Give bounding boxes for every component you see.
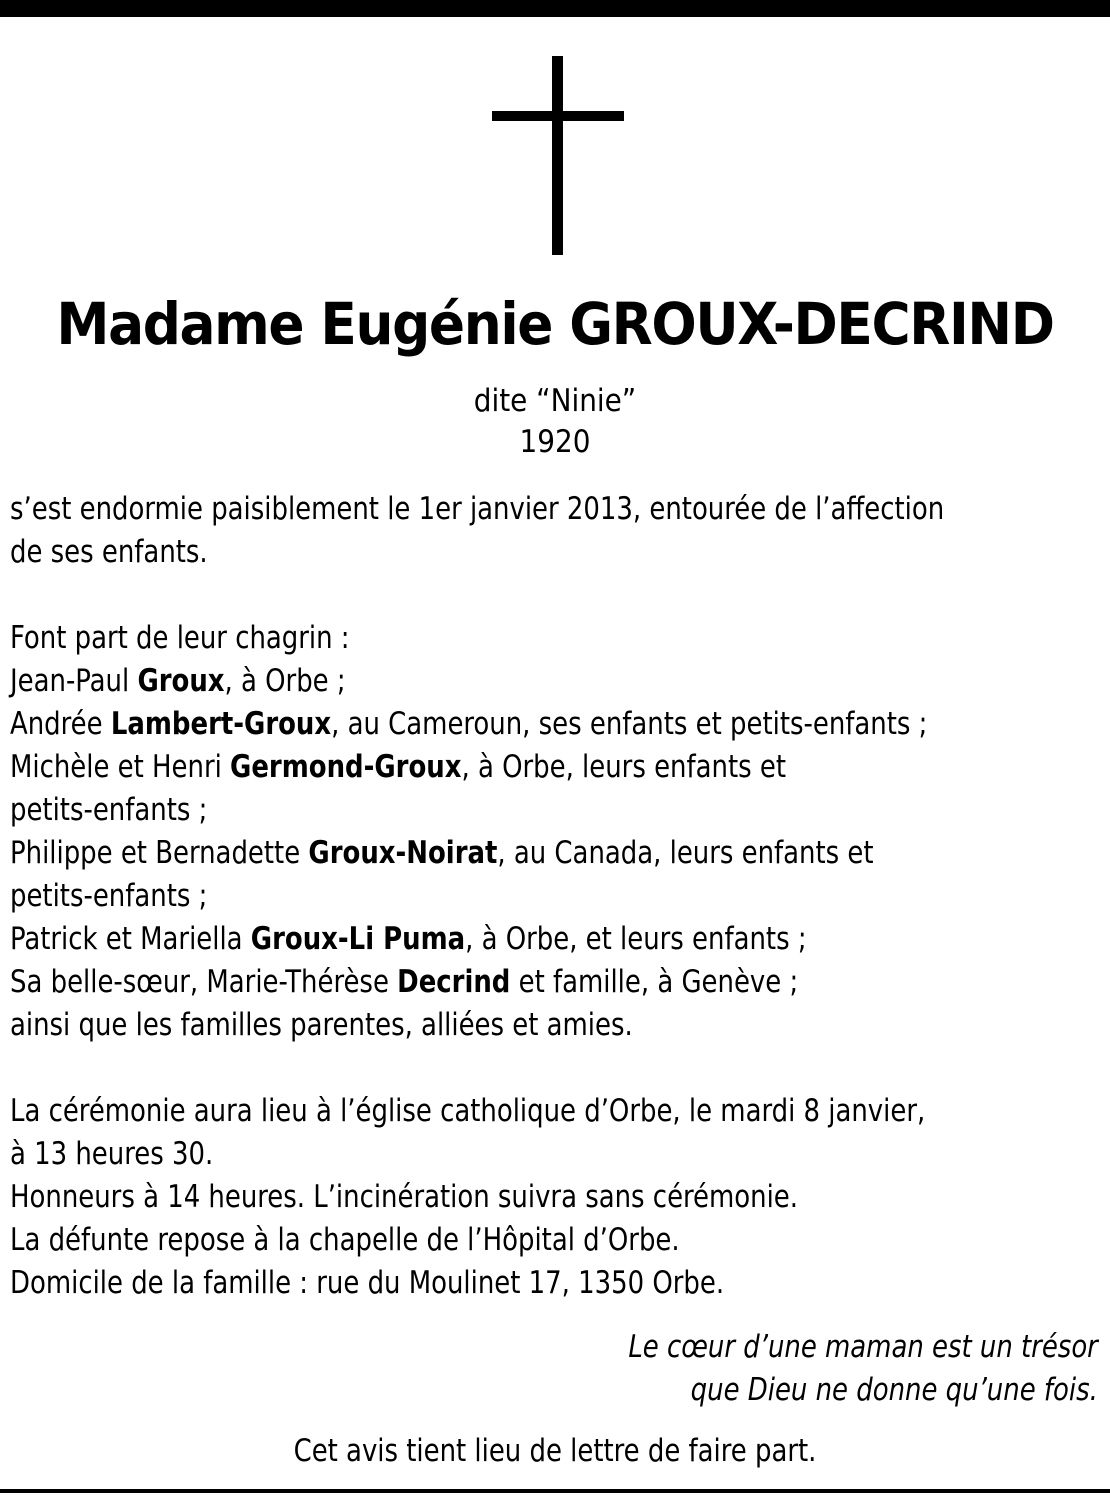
announcement-paragraph xyxy=(10,488,1028,574)
quote-line: Le cœur d’une maman est un trésor xyxy=(628,1329,1098,1365)
cross-icon xyxy=(0,0,1110,260)
mourner-line: Sa belle-sœur, Marie-Thérèse Decrind et famille, à Genève ; xyxy=(10,964,799,1000)
deceased-name: Madame Eugénie GROUX-DECRIND xyxy=(56,290,1054,358)
mourner-line: Font part de leur chagrin : xyxy=(10,620,350,656)
ceremony-paragraph xyxy=(10,1090,1028,1305)
mourner-line: Patrick et Mariella Groux-Li Puma, à Orbe, et leurs enfants ; xyxy=(10,921,807,957)
nickname: dite “Ninie” xyxy=(473,383,637,419)
announcement-line: de ses enfants. xyxy=(10,534,208,570)
footer-notice: Cet avis tient lieu de lettre de faire part. xyxy=(293,1433,817,1469)
mourner-line: Jean-Paul Groux, à Orbe ; xyxy=(10,663,346,699)
birth-year: 1920 xyxy=(519,424,591,460)
mourners-list xyxy=(10,617,1028,1047)
ceremony-line: à 13 heures 30. xyxy=(10,1136,214,1172)
memorial-quote xyxy=(628,1326,1098,1412)
announcement-line: s’est endormie paisiblement le 1er janvier 2013, entourée de l’affection xyxy=(10,491,945,527)
ceremony-line: La défunte repose à la chapelle de l’Hôpital d’Orbe. xyxy=(10,1222,680,1258)
mourner-line: ainsi que les familles parentes, alliées et amies. xyxy=(10,1007,633,1043)
mourner-line: petits-enfants ; xyxy=(10,878,208,914)
ceremony-line: La cérémonie aura lieu à l’église catholique d’Orbe, le mardi 8 janvier, xyxy=(10,1093,926,1129)
bottom-border-rule xyxy=(0,1489,1110,1493)
mourner-line: petits-enfants ; xyxy=(10,792,208,828)
ceremony-line: Domicile de la famille : rue du Moulinet 17, 1350 Orbe. xyxy=(10,1265,725,1301)
mourner-line: Andrée Lambert-Groux, au Cameroun, ses enfants et petits-enfants ; xyxy=(10,706,928,742)
mourner-line: Michèle et Henri Germond-Groux, à Orbe, leurs enfants et xyxy=(10,749,786,785)
mourner-line: Philippe et Bernadette Groux-Noirat, au Canada, leurs enfants et xyxy=(10,835,874,871)
quote-line: que Dieu ne donne qu’une fois. xyxy=(690,1372,1098,1408)
ceremony-line: Honneurs à 14 heures. L’incinération suivra sans cérémonie. xyxy=(10,1179,799,1215)
